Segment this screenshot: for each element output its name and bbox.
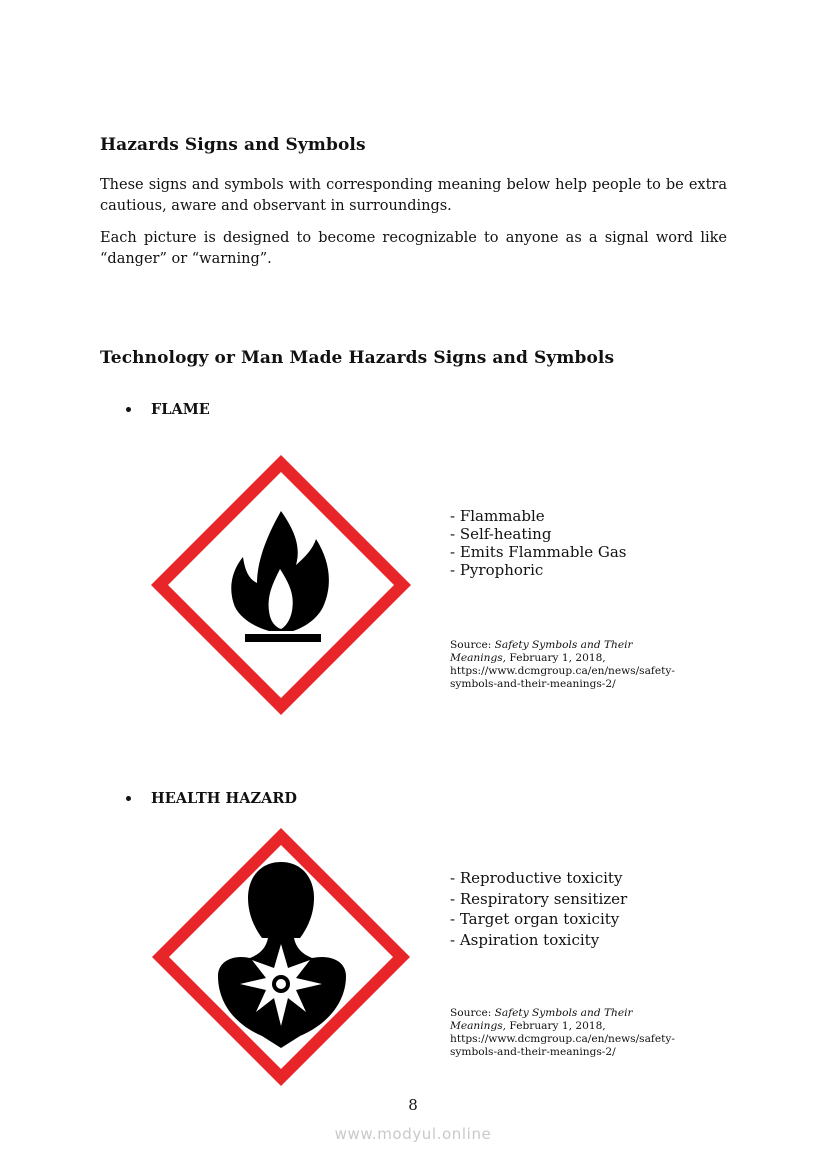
hazard-title: HEALTH HAZARD xyxy=(151,790,297,807)
hazard-item: - Aspiration toxicity xyxy=(450,931,600,950)
source-url: https://www.dcmgroup.ca/en/news/safety-symbols-and-their-meanings-2/ xyxy=(450,665,675,690)
page-number: 8 xyxy=(408,1096,418,1114)
hazard-title: FLAME xyxy=(151,401,210,418)
hazard-bullet-health xyxy=(126,790,297,807)
hazard-item: - Target organ toxicity xyxy=(450,910,620,929)
hazard-items-flame xyxy=(450,507,627,579)
source-title: Safety Symbols and Their Meanings, xyxy=(450,639,633,664)
source-title: Safety Symbols and Their Meanings, xyxy=(450,1007,633,1032)
bullet-icon xyxy=(126,796,131,801)
hazard-item: - Emits Flammable Gas xyxy=(450,543,627,561)
source-citation-flame xyxy=(450,639,682,691)
watermark: www.modyul.online xyxy=(334,1125,492,1143)
source-citation-health xyxy=(450,1007,682,1059)
hazard-item: - Respiratory sensitizer xyxy=(450,889,628,908)
section-heading: Technology or Man Made Hazards Signs and Symbols xyxy=(100,348,615,368)
hazard-item: - Flammable xyxy=(450,507,545,525)
source-label: Source: xyxy=(450,1007,495,1019)
hazard-item: - Reproductive toxicity xyxy=(450,869,623,887)
intro-paragraph-2: Each picture is designed to become recognizable to anyone as a signal word like “danger” or “warning”. xyxy=(100,230,727,267)
bullet-icon xyxy=(126,407,131,412)
source-date: February 1, 2018, xyxy=(506,1020,606,1032)
hazard-item: - Self-heating xyxy=(450,525,552,543)
hazard-bullet-flame xyxy=(126,401,210,418)
source-url: https://www.dcmgroup.ca/en/news/safety-symbols-and-their-meanings-2/ xyxy=(450,1033,675,1058)
source-date: February 1, 2018, xyxy=(506,652,606,664)
page-heading: Hazards Signs and Symbols xyxy=(100,135,366,155)
source-label: Source: xyxy=(450,639,495,651)
health-hazard-pictogram-icon xyxy=(150,826,412,1088)
hazard-items-health xyxy=(450,868,627,951)
intro-paragraph-1: These signs and symbols with corresponding meaning below help people to be extra cautious, aware and observant in surroundings. xyxy=(100,177,727,214)
hazard-item: - Pyrophoric xyxy=(450,561,544,579)
flame-pictogram-icon xyxy=(149,453,413,717)
